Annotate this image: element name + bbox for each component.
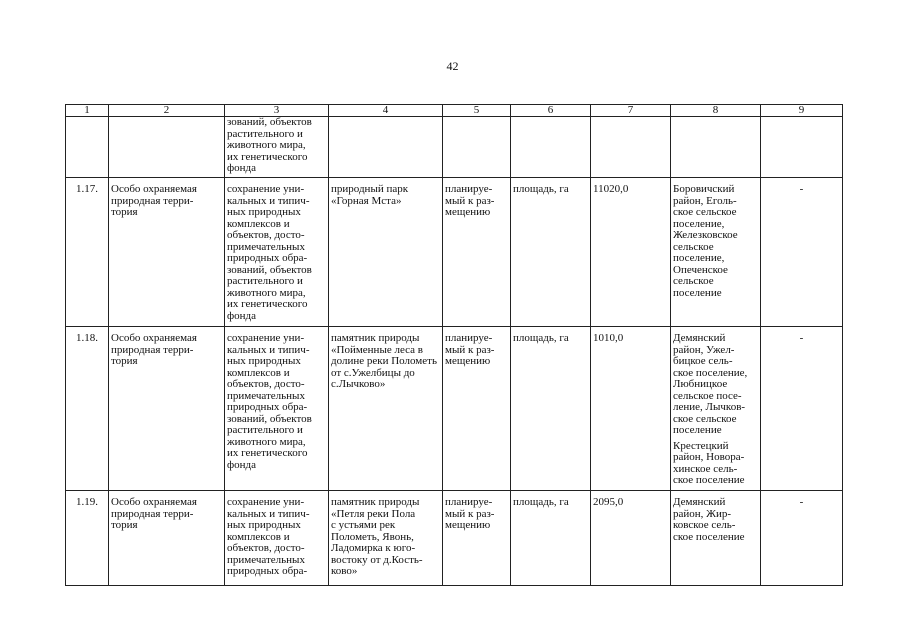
text-line: Железковское <box>673 229 738 241</box>
text-line: планируе- <box>445 183 493 195</box>
text-line: тория <box>111 206 138 218</box>
text-line: зований, объектов <box>227 263 312 276</box>
column-header: 5 <box>443 105 511 117</box>
text-line: зований, объектов <box>227 116 312 128</box>
text-line: мещению <box>445 519 491 531</box>
text-line: природная терри- <box>111 194 194 207</box>
text-line: «Горная Мста» <box>331 194 402 207</box>
table-row <box>66 491 843 586</box>
text-line: планируе- <box>445 496 493 508</box>
purpose-cell <box>225 178 329 327</box>
text-line: растительного и <box>227 275 303 287</box>
purpose-cell <box>225 327 329 491</box>
status-cell <box>443 327 511 491</box>
location-cell <box>671 327 761 491</box>
text-line: поселение <box>673 286 722 299</box>
text-line: сельское <box>673 240 714 253</box>
text-line: памятник природы <box>331 332 420 344</box>
value-cell: 11020,0 <box>591 178 671 327</box>
data-table <box>65 104 843 586</box>
text-line: планируе- <box>445 332 493 344</box>
text-line: ление, Лычков- <box>673 401 746 413</box>
text-line: сельское <box>673 275 714 287</box>
text-line: Боровичский <box>673 183 735 195</box>
row-number-cell: 1.19. <box>66 491 109 586</box>
text-line: Особо охраняемая <box>111 183 197 195</box>
object-type-cell <box>109 327 225 491</box>
status-cell <box>443 178 511 327</box>
text-line: востоку от д.Кость- <box>331 553 423 566</box>
text-line: ных природных <box>227 519 301 531</box>
text-line: кальных и типич- <box>227 507 310 520</box>
text-line: природных обра- <box>227 401 308 413</box>
text-line: мещению <box>445 355 491 367</box>
text-line: тория <box>111 355 138 367</box>
text-line: ково» <box>331 565 358 577</box>
location-cell <box>671 491 761 586</box>
zone-cell: - <box>761 178 843 327</box>
text-line: растительного и <box>227 424 303 436</box>
parameter-cell: площадь, га <box>511 178 591 327</box>
table-row <box>66 178 843 327</box>
object-type-cell <box>109 178 225 327</box>
row-number-cell: 1.18. <box>66 327 109 491</box>
text-line: их генетического <box>227 150 308 163</box>
text-line: комплексов и <box>227 217 290 230</box>
text-line: район, Новора- <box>673 451 745 463</box>
text-line: Полометь, Явонь, <box>331 530 414 543</box>
parameter-cell: площадь, га <box>511 491 591 586</box>
text-line: район, Жир- <box>673 507 732 520</box>
text-line: мый к раз- <box>445 194 495 207</box>
text-line: Ладомирка к юго- <box>331 542 416 554</box>
name-cell <box>329 491 443 586</box>
text-line: район, Еголь- <box>673 194 737 207</box>
continuation-cell <box>225 117 329 178</box>
text-line: природная терри- <box>111 507 194 520</box>
text-line: животного мира, <box>227 286 306 299</box>
text-line: долине реки Полометь <box>331 355 437 367</box>
column-header: 1 <box>66 105 109 117</box>
text-line: ных природных <box>227 206 301 218</box>
parameter-cell: площадь, га <box>511 327 591 491</box>
text-line: мещению <box>445 206 491 218</box>
text-line: «Пойменные леса в <box>331 343 423 356</box>
column-header: 4 <box>329 105 443 117</box>
text-line: ковское сель- <box>673 519 736 531</box>
text-line: поселение <box>673 424 722 436</box>
text-line: от с.Ужелбицы до <box>331 366 415 379</box>
text-line: ское поселение, <box>673 366 748 379</box>
column-header: 3 <box>225 105 329 117</box>
text-line: ское сельское <box>673 412 737 425</box>
text-line: поселение, <box>673 217 725 230</box>
text-line: тория <box>111 519 138 531</box>
text-line: ных природных <box>227 355 301 367</box>
text-line: животного мира, <box>227 139 306 151</box>
text-line: ское поселение <box>673 530 745 543</box>
text-line: сельское посе- <box>673 389 742 402</box>
text-line: животного мира, <box>227 435 306 448</box>
text-line: памятник природы <box>331 496 420 508</box>
text-line: комплексов и <box>227 366 290 379</box>
text-line: район, Ужел- <box>673 343 735 356</box>
column-header: 9 <box>761 105 843 117</box>
text-line: с устьями рек <box>331 519 396 531</box>
text-line: примечательных <box>227 553 305 566</box>
text-line: мый к раз- <box>445 343 495 356</box>
table-row <box>66 327 843 491</box>
text-line: фонда <box>227 458 256 471</box>
location-cell <box>671 178 761 327</box>
text-line: хинское сель- <box>673 462 738 475</box>
column-header: 6 <box>511 105 591 117</box>
text-line: растительного и <box>227 127 303 140</box>
row-number-cell: 1.17. <box>66 178 109 327</box>
text-line: природных обра- <box>227 565 308 577</box>
text-line: Особо охраняемая <box>111 496 197 508</box>
status-cell <box>443 491 511 586</box>
text-line: с.Лычково» <box>331 378 386 390</box>
text-line: зований, объектов <box>227 412 312 425</box>
text-line: кальных и типич- <box>227 194 310 207</box>
text-line: сохранение уни- <box>227 183 305 195</box>
text-line: ское сельское <box>673 206 737 218</box>
text-line: фонда <box>227 162 256 174</box>
text-line: бицкое сель- <box>673 355 733 367</box>
text-line: поселение, <box>673 252 725 264</box>
text-line: объектов, досто- <box>227 542 305 554</box>
text-line: Крестецкий <box>673 439 729 452</box>
object-type-cell <box>109 491 225 586</box>
column-header: 7 <box>591 105 671 117</box>
text-line: их генетического <box>227 447 308 459</box>
text-line: их генетического <box>227 298 308 310</box>
text-line: кальных и типич- <box>227 343 310 356</box>
text-line: природный парк <box>331 183 409 195</box>
name-cell <box>329 327 443 491</box>
column-header: 2 <box>109 105 225 117</box>
name-cell <box>329 178 443 327</box>
value-cell: 2095,0 <box>591 491 671 586</box>
text-line: сохранение уни- <box>227 496 305 508</box>
text-line: природных обра- <box>227 252 308 264</box>
zone-cell: - <box>761 491 843 586</box>
text-line: природная терри- <box>111 343 194 356</box>
text-line: объектов, досто- <box>227 229 305 241</box>
text-line: Особо охраняемая <box>111 332 197 344</box>
text-line: мый к раз- <box>445 507 495 520</box>
continuation-row <box>66 117 843 178</box>
text-line: Опеченское <box>673 263 728 276</box>
text-line: объектов, досто- <box>227 378 305 390</box>
page-number: 42 <box>446 59 459 73</box>
text-line: Любницкое <box>673 378 728 390</box>
text-line: примечательных <box>227 389 305 402</box>
column-header: 8 <box>671 105 761 117</box>
purpose-cell <box>225 491 329 586</box>
text-line: комплексов и <box>227 530 290 543</box>
text-line: фонда <box>227 309 256 322</box>
zone-cell: - <box>761 327 843 491</box>
header-row <box>66 105 843 117</box>
text-line: сохранение уни- <box>227 332 305 344</box>
value-cell: 1010,0 <box>591 327 671 491</box>
text-line: Демянский <box>673 332 726 344</box>
text-line: «Петля реки Пола <box>331 507 416 520</box>
text-line: Демянский <box>673 496 726 508</box>
text-line: ское поселение <box>673 474 745 486</box>
text-line: примечательных <box>227 240 305 253</box>
